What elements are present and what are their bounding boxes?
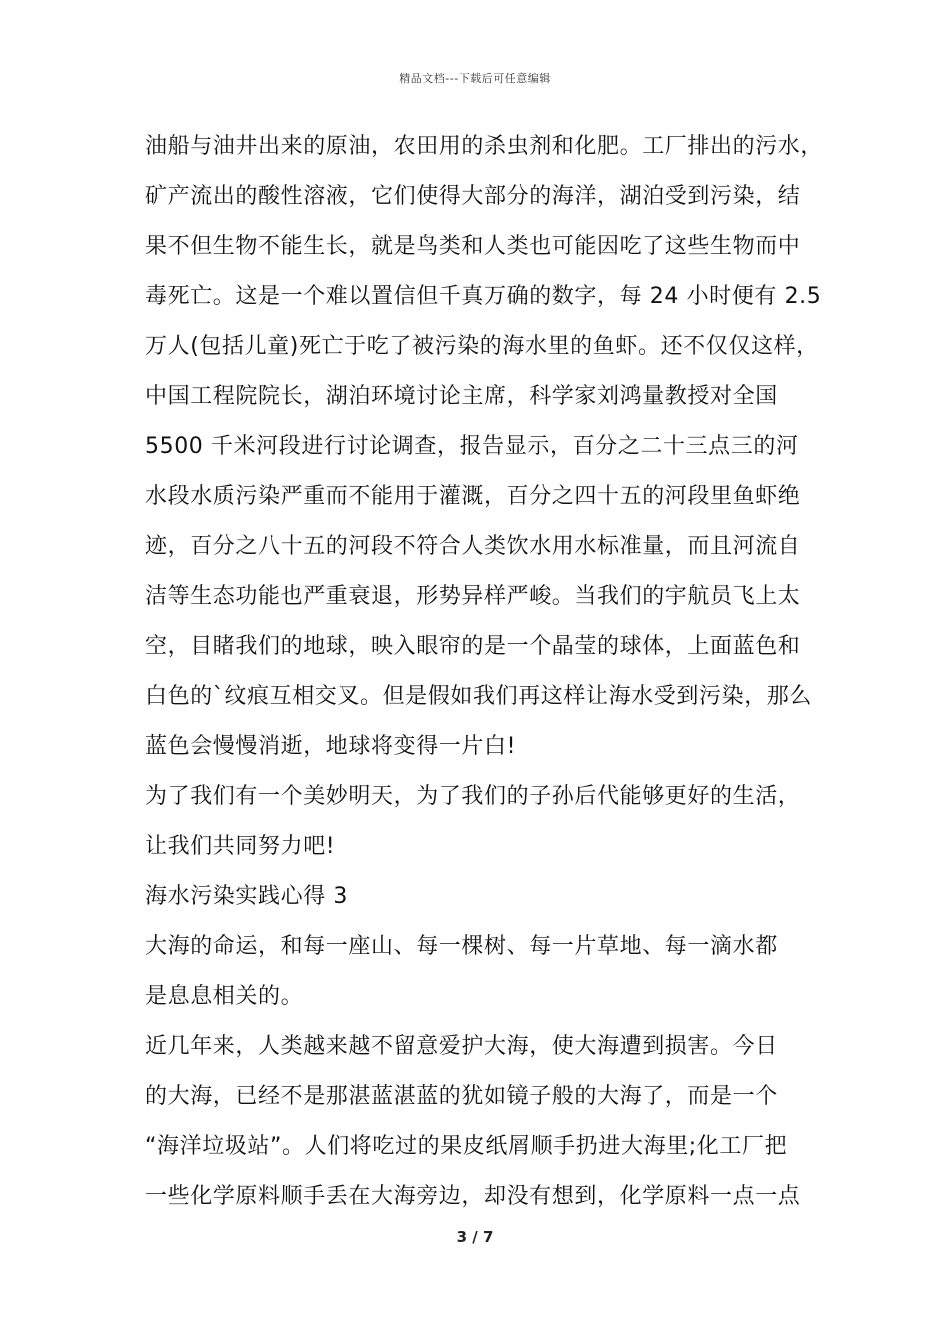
text-line: 5500 千米河段进行讨论调查，报告显示，百分之二十三点三的河 — [145, 434, 799, 459]
text-line: 为了我们有一个美妙明天，为了我们的子孙后代能够更好的生活， — [145, 784, 801, 809]
text-line: 是息息相关的。 — [145, 984, 304, 1009]
text-line: 白色的`纹痕互相交叉。但是假如我们再这样让海水受到污染，那么 — [145, 684, 813, 709]
page-number: 3 / 7 — [456, 1228, 494, 1246]
text-line: 迹，百分之八十五的河段不符合人类饮水用水标准量，而且河流自 — [145, 534, 801, 559]
page-header: 精品文档---下载后可任意编辑 — [399, 72, 551, 85]
text-line: 万人(包括儿童)死亡于吃了被污染的海水里的鱼虾。还不仅仅这样， — [145, 334, 819, 359]
text-line: 中国工程院院长，湖泊环境讨论主席，科学家刘鸿量教授对全国 — [145, 384, 778, 409]
text-line: 洁等生态功能也严重衰退，形势异样严峻。当我们的宇航员飞上太 — [145, 584, 801, 609]
text-line: 果不但生物不能生长，就是鸟类和人类也可能因吃了这些生物而中 — [145, 234, 801, 259]
text-line: 一些化学原料顺手丢在大海旁边，却没有想到，化学原料一点一点 — [145, 1184, 801, 1209]
text-line: 油船与油井出来的原油，农田用的杀虫剂和化肥。工厂排出的污水， — [145, 134, 824, 159]
section-heading: 海水污染实践心得 3 — [145, 884, 348, 909]
text-line: 蓝色会慢慢消逝，地球将变得一片白! — [145, 734, 517, 759]
text-line: 矿产流出的酸性溶液，它们使得大部分的海洋，湖泊受到污染，结 — [145, 184, 801, 209]
text-line: 让我们共同努力吧! — [145, 834, 336, 859]
text-line: 水段水质污染严重而不能用于灌溉，百分之四十五的河段里鱼虾绝 — [145, 484, 801, 509]
text-line: 大海的命运，和每一座山、每一棵树、每一片草地、每一滴水都 — [145, 934, 778, 959]
text-line: “海洋垃圾站”。人们将吃过的果皮纸屑顺手扔进大海里;化工厂把 — [145, 1134, 788, 1159]
text-line: 的大海，已经不是那湛蓝湛蓝的犹如镜子般的大海了，而是一个 — [145, 1084, 778, 1109]
text-line: 空，目睹我们的地球，映入眼帘的是一个晶莹的球体，上面蓝色和 — [145, 634, 801, 659]
text-line: 近几年来，人类越来越不留意爱护大海，使大海遭到损害。今日 — [145, 1034, 778, 1059]
text-line: 毒死亡。这是一个难以置信但千真万确的数字，每 24 小时便有 2.5 — [145, 284, 822, 309]
